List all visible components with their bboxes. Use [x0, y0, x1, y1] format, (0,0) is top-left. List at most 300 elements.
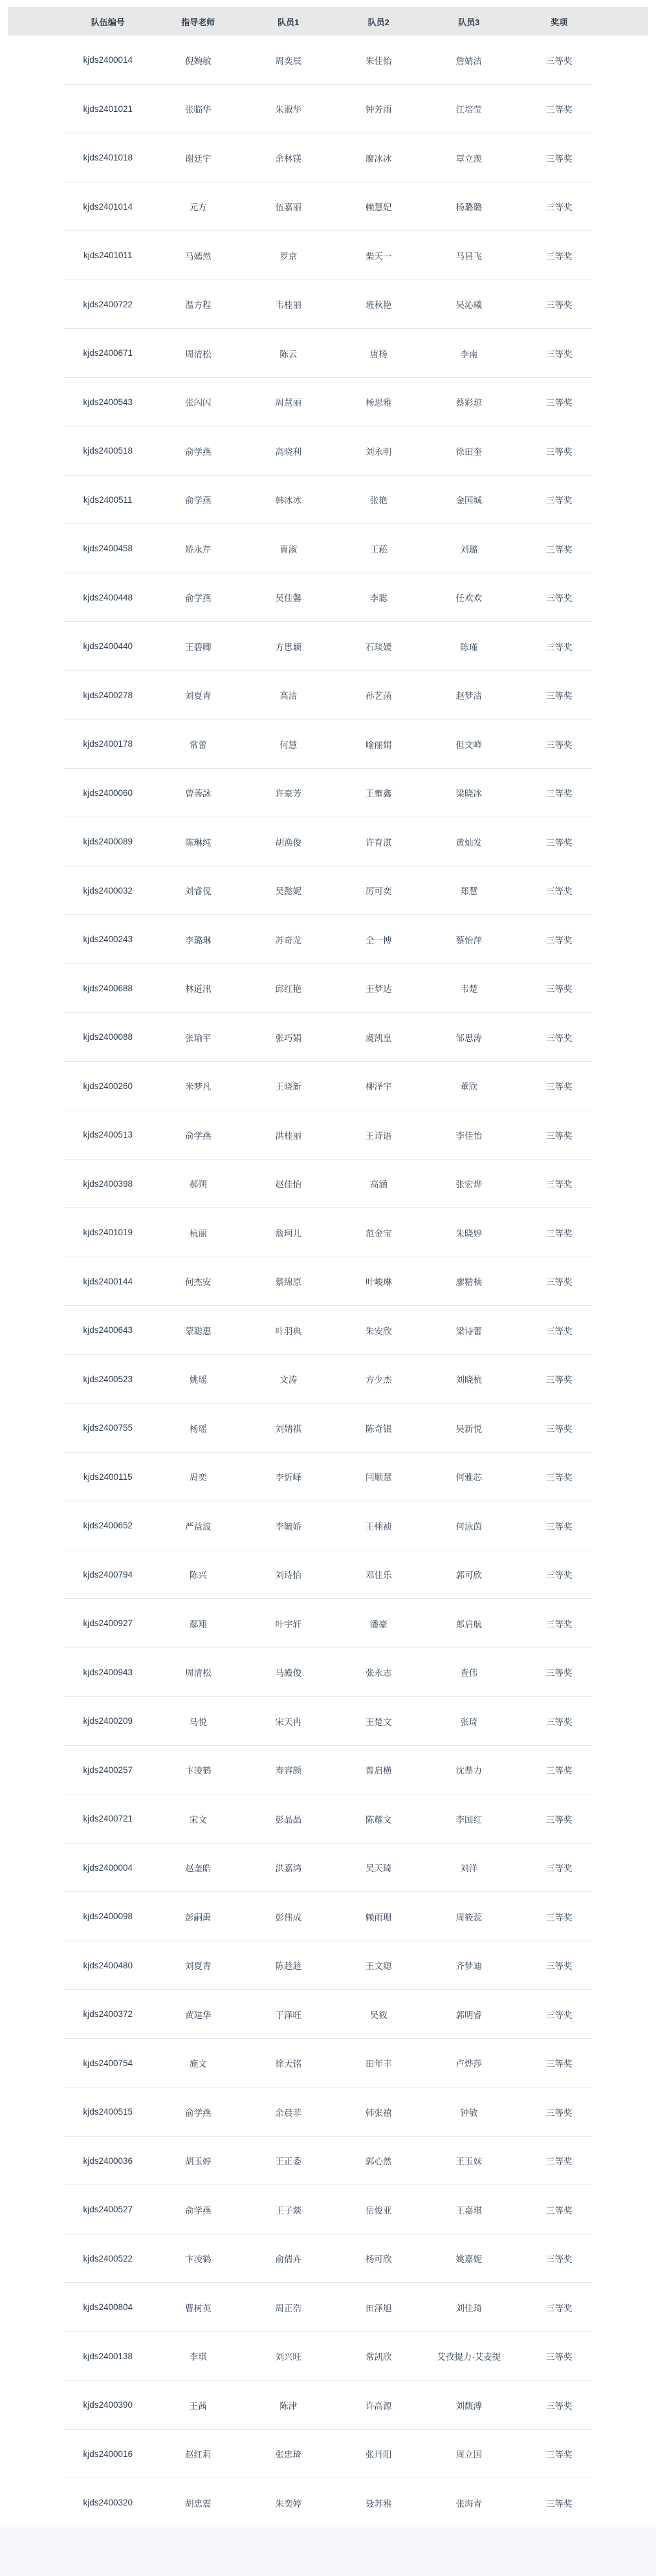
- team-id-cell: kjds2400004: [83, 1862, 133, 1873]
- teacher-cell: 姚瑶: [189, 1375, 207, 1385]
- team-id-cell: kjds2401018: [83, 153, 133, 163]
- member1-cell: 徐天铭: [275, 2059, 301, 2069]
- award-cell: 三等奖: [546, 2059, 573, 2069]
- teacher-cell: 张临华: [185, 105, 212, 115]
- team-id-cell: kjds2400440: [83, 641, 133, 652]
- teacher-cell: 俞学燕: [185, 593, 212, 604]
- team-id-cell: kjds2400372: [83, 2009, 133, 2020]
- member2-cell: 张艳: [369, 496, 388, 506]
- teacher-cell: 谢廷宇: [185, 153, 212, 164]
- table-row: [8, 1990, 648, 2039]
- member2-cell: 田年丰: [366, 2059, 392, 2069]
- award-cell: 三等奖: [546, 1228, 573, 1238]
- team-id-cell: kjds2400511: [83, 494, 133, 505]
- award-cell: 三等奖: [546, 349, 573, 359]
- teacher-cell: 俞学燕: [185, 1130, 212, 1141]
- member3-cell: 刘晓杭: [455, 1375, 482, 1385]
- member3-cell: 艾孜提力·艾麦提: [437, 2352, 501, 2362]
- member1-cell: 刘婧祺: [275, 1424, 301, 1434]
- member1-cell: 于泽旺: [275, 2010, 301, 2020]
- team-id-cell: kjds2400036: [83, 2155, 133, 2166]
- member1-cell: 叶羽典: [275, 1326, 301, 1336]
- member3-cell: 张宏烨: [455, 1180, 482, 1190]
- member2-cell: 班秋艳: [366, 300, 392, 311]
- member2-cell: 李聪: [369, 593, 388, 604]
- table-row: [8, 1453, 648, 1502]
- teacher-cell: 俞学燕: [185, 2108, 212, 2118]
- team-id-cell: kjds2400257: [83, 1765, 133, 1775]
- award-cell: 三等奖: [546, 544, 573, 555]
- member2-cell: 王菘: [369, 544, 388, 555]
- award-cell: 三等奖: [546, 642, 573, 652]
- table-row: [8, 1941, 648, 1990]
- member3-cell: 韦楚: [460, 984, 478, 995]
- award-cell: 三等奖: [546, 935, 573, 945]
- column-header-member1: 队员1: [278, 17, 300, 27]
- member2-cell: 孙艺菡: [366, 691, 392, 701]
- award-cell: 三等奖: [546, 2401, 573, 2411]
- award-cell: 三等奖: [546, 1033, 573, 1043]
- member3-cell: 周筱蕊: [455, 1912, 482, 1922]
- member2-cell: 吴筱: [369, 2010, 388, 2020]
- teacher-cell: 曹树英: [185, 2303, 212, 2313]
- team-id-cell: kjds2400016: [83, 2449, 133, 2459]
- member3-cell: 卢烨莎: [455, 2059, 482, 2069]
- table-row: [8, 1550, 648, 1600]
- awards-table: [8, 7, 648, 2527]
- member3-cell: 马昌飞: [455, 251, 482, 261]
- teacher-cell: 米梦凡: [185, 1082, 212, 1092]
- table-row: [8, 280, 648, 329]
- teacher-cell: 曾莠詠: [185, 789, 212, 799]
- team-id-cell: kjds2400804: [83, 2302, 133, 2313]
- teacher-cell: 张闪闪: [185, 398, 212, 408]
- member2-cell: 柴天一: [366, 251, 392, 261]
- member3-cell: 刘璐: [460, 544, 478, 555]
- member1-cell: 王晓新: [275, 1082, 301, 1092]
- teacher-cell: 刘夏青: [185, 1961, 212, 1972]
- member3-cell: 姚嘉妮: [455, 2254, 482, 2265]
- teacher-cell: 周清松: [185, 349, 212, 359]
- member3-cell: 郎启航: [455, 1619, 482, 1629]
- member1-cell: 刘兴旺: [275, 2352, 301, 2362]
- member3-cell: 张海青: [455, 2498, 482, 2509]
- member1-cell: 高洁: [279, 691, 298, 701]
- award-cell: 三等奖: [546, 446, 573, 457]
- member3-cell: 齐梦迪: [455, 1961, 482, 1972]
- award-cell: 三等奖: [546, 300, 573, 311]
- member3-cell: 王嘉琪: [455, 2205, 482, 2216]
- member3-cell: 江培莹: [455, 105, 482, 115]
- team-id-cell: kjds2400943: [83, 1667, 133, 1677]
- teacher-cell: 杨瑶: [189, 1424, 207, 1434]
- member1-cell: 陈云: [279, 349, 298, 359]
- team-id-cell: kjds2400523: [83, 1374, 133, 1384]
- award-cell: 三等奖: [546, 1570, 573, 1581]
- team-id-cell: kjds2400927: [83, 1618, 133, 1629]
- member2-cell: 陈奇银: [366, 1424, 392, 1434]
- table-row: [8, 2234, 648, 2284]
- member2-cell: 廖冰冰: [366, 153, 392, 164]
- award-cell: 三等奖: [546, 593, 573, 604]
- teacher-cell: 施文: [189, 2059, 207, 2069]
- teacher-cell: 俞学燕: [185, 2205, 212, 2216]
- member2-cell: 郭心然: [366, 2157, 392, 2167]
- teacher-cell: 胡忠震: [185, 2498, 212, 2509]
- table-row: [8, 1208, 648, 1257]
- column-header-member3: 队员3: [458, 17, 480, 27]
- team-id-cell: kjds2400178: [83, 739, 133, 749]
- member1-cell: 曹淑: [279, 544, 298, 555]
- table-row: [8, 2283, 648, 2332]
- table-row: [8, 2332, 648, 2381]
- team-id-cell: kjds2401014: [83, 201, 133, 212]
- member1-cell: 周慧丽: [275, 398, 301, 408]
- table-row: [8, 2381, 648, 2430]
- teacher-cell: 彭嗣禹: [185, 1912, 212, 1922]
- team-id-cell: kjds2400014: [83, 55, 133, 65]
- award-cell: 三等奖: [546, 1082, 573, 1092]
- teacher-cell: 王茜: [189, 2401, 207, 2411]
- team-id-cell: kjds2400089: [83, 837, 133, 847]
- table-row: [8, 182, 648, 232]
- member2-cell: 方少杰: [366, 1375, 392, 1385]
- table-row: [8, 1257, 648, 1306]
- team-id-cell: kjds2400754: [83, 2058, 133, 2068]
- teacher-cell: 黄建华: [185, 2010, 212, 2020]
- award-cell: 三等奖: [546, 740, 573, 750]
- member3-cell: 邹思涛: [455, 1033, 482, 1043]
- member1-cell: 王正委: [275, 2157, 301, 2167]
- team-id-cell: kjds2400278: [83, 690, 133, 700]
- team-id-cell: kjds2400518: [83, 446, 133, 456]
- member2-cell: 高涵: [369, 1180, 388, 1190]
- member1-cell: 罗京: [279, 251, 298, 261]
- table-row: [8, 1648, 648, 1697]
- member3-cell: 朱晓婷: [455, 1228, 482, 1238]
- team-id-cell: kjds2400060: [83, 787, 133, 798]
- member1-cell: 方思颖: [275, 642, 301, 652]
- member3-cell: 陈瑾: [460, 642, 478, 652]
- award-cell: 三等奖: [546, 2108, 573, 2118]
- member2-cell: 虞凯皇: [366, 1033, 392, 1043]
- member1-cell: 李忻峄: [275, 1473, 301, 1483]
- member3-cell: 任欢欢: [455, 593, 482, 604]
- table-row: [8, 133, 648, 182]
- award-cell: 三等奖: [546, 1130, 573, 1141]
- teacher-cell: 严益波: [185, 1521, 212, 1532]
- member3-cell: 刘佳琦: [455, 2303, 482, 2313]
- member1-cell: 詹珂儿: [275, 1228, 301, 1238]
- team-id-cell: kjds2401019: [83, 1227, 133, 1238]
- member1-cell: 蔡绵原: [275, 1277, 301, 1288]
- teacher-cell: 陈琳纯: [185, 837, 212, 848]
- team-id-cell: kjds2400320: [83, 2498, 133, 2508]
- teacher-cell: 蒙聪惠: [185, 1326, 212, 1336]
- member3-cell: 刘馥溥: [455, 2401, 482, 2411]
- table-row: [8, 866, 648, 916]
- table-row: [8, 36, 648, 85]
- member3-cell: 吴沁曦: [455, 300, 482, 311]
- member1-cell: 洪嘉鸿: [275, 1864, 301, 1874]
- award-cell: 三等奖: [546, 1277, 573, 1288]
- member2-cell: 王文聪: [366, 1961, 392, 1972]
- award-cell: 三等奖: [546, 886, 573, 897]
- team-id-cell: kjds2400209: [83, 1716, 133, 1726]
- teacher-cell: 卞凌鹤: [185, 2254, 212, 2265]
- member3-cell: 廖精楠: [455, 1277, 482, 1288]
- member2-cell: 朱佳怡: [366, 56, 392, 66]
- team-id-cell: kjds2400671: [83, 348, 133, 358]
- teacher-cell: 马嫣然: [185, 251, 212, 261]
- award-cell: 三等奖: [546, 1668, 573, 1679]
- teacher-cell: 宋文: [189, 1814, 207, 1825]
- member1-cell: 吴懿妮: [275, 886, 301, 897]
- teacher-cell: 矫永芹: [185, 544, 212, 555]
- member2-cell: 钟芳雨: [366, 105, 392, 115]
- member3-cell: 刘洋: [460, 1864, 478, 1874]
- member1-cell: 洪桂丽: [275, 1130, 301, 1141]
- award-cell: 三等奖: [546, 2010, 573, 2020]
- table-row: [8, 1794, 648, 1844]
- member2-cell: 唐杨: [369, 349, 388, 359]
- award-cell: 三等奖: [546, 1864, 573, 1874]
- member1-cell: 马殿俊: [275, 1668, 301, 1679]
- team-id-cell: kjds2400652: [83, 1521, 133, 1531]
- teacher-cell: 胡玉婷: [185, 2157, 212, 2167]
- member2-cell: 许高源: [366, 2401, 392, 2411]
- award-cell: 三等奖: [546, 984, 573, 995]
- teacher-cell: 周奕: [189, 1473, 207, 1483]
- team-id-cell: kjds2400138: [83, 2351, 133, 2361]
- member1-cell: 韩冰冰: [275, 496, 301, 506]
- table-row: [8, 1501, 648, 1550]
- member1-cell: 伍嘉丽: [275, 203, 301, 213]
- team-id-cell: kjds2400115: [83, 1471, 133, 1482]
- member3-cell: 何泳茵: [455, 1521, 482, 1532]
- member1-cell: 胡涣俊: [275, 837, 301, 848]
- teacher-cell: 赵奎皓: [185, 1864, 212, 1874]
- team-id-cell: kjds2400721: [83, 1814, 133, 1824]
- team-id-cell: kjds2400098: [83, 1911, 133, 1922]
- table-row: [8, 1355, 648, 1404]
- table-row: [8, 2478, 648, 2527]
- award-cell: 三等奖: [546, 2254, 573, 2265]
- teacher-cell: 元方: [189, 203, 207, 213]
- table-row: [8, 2137, 648, 2186]
- award-cell: 三等奖: [546, 496, 573, 506]
- member3-cell: 金国城: [455, 496, 482, 506]
- member1-cell: 王子燚: [275, 2205, 301, 2216]
- member1-cell: 彭伟成: [275, 1912, 301, 1922]
- member2-cell: 常凯欣: [366, 2352, 392, 2362]
- table-row: [8, 622, 648, 671]
- member1-cell: 寿容颜: [275, 1766, 301, 1776]
- member3-cell: 徐田奎: [455, 446, 482, 457]
- member2-cell: 石琰媛: [366, 642, 392, 652]
- award-cell: 三等奖: [546, 398, 573, 408]
- member3-cell: 蔡怡萍: [455, 935, 482, 945]
- member2-cell: 王梦达: [366, 984, 392, 995]
- member3-cell: 郭明睿: [455, 2010, 482, 2020]
- team-id-cell: kjds2400513: [83, 1130, 133, 1140]
- award-cell: 三等奖: [546, 1619, 573, 1629]
- member3-cell: 杨璐璐: [455, 203, 482, 213]
- award-cell: 三等奖: [546, 153, 573, 164]
- team-id-cell: kjds2400243: [83, 934, 133, 945]
- member1-cell: 李毓娇: [275, 1521, 301, 1532]
- teacher-cell: 何杰安: [185, 1277, 212, 1288]
- member2-cell: 聂苏雅: [366, 2498, 392, 2509]
- award-cell: 三等奖: [546, 1180, 573, 1190]
- award-cell: 三等奖: [546, 691, 573, 701]
- table-row: [8, 1306, 648, 1355]
- member2-cell: 许育淇: [366, 837, 392, 848]
- member2-cell: 吴天琦: [366, 1864, 392, 1874]
- award-cell: 三等奖: [546, 2205, 573, 2216]
- teacher-cell: 鄢翔: [189, 1619, 207, 1629]
- award-cell: 三等奖: [546, 56, 573, 66]
- table-row: [8, 1844, 648, 1893]
- member3-cell: 董欣: [460, 1082, 478, 1092]
- award-cell: 三等奖: [546, 1424, 573, 1434]
- award-cell: 三等奖: [546, 203, 573, 213]
- teacher-cell: 李琪: [189, 2352, 207, 2362]
- award-cell: 三等奖: [546, 2303, 573, 2313]
- table-row: [8, 231, 648, 280]
- member1-cell: 朱淑华: [275, 105, 301, 115]
- teacher-cell: 倪婉敏: [185, 56, 212, 66]
- table-row: [8, 426, 648, 476]
- table-row: [8, 2430, 648, 2479]
- member2-cell: 潘豪: [369, 1619, 388, 1629]
- member2-cell: 杨可欣: [366, 2254, 392, 2265]
- member3-cell: 李国红: [455, 1814, 482, 1825]
- teacher-cell: 赵红莉: [185, 2450, 212, 2460]
- table-row: [8, 1013, 648, 1062]
- member2-cell: 韩张禧: [366, 2108, 392, 2118]
- member3-cell: 何雅芯: [455, 1473, 482, 1483]
- award-cell: 三等奖: [546, 1717, 573, 1727]
- teacher-cell: 俞学燕: [185, 446, 212, 457]
- award-cell: 三等奖: [546, 2450, 573, 2460]
- award-cell: 三等奖: [546, 1961, 573, 1972]
- member3-cell: 蔡彩琼: [455, 398, 482, 408]
- member2-cell: 赖雨珊: [366, 1912, 392, 1922]
- member3-cell: 张琦: [460, 1717, 478, 1727]
- teacher-cell: 陈兴: [189, 1570, 207, 1581]
- member1-cell: 苏奇龙: [275, 935, 301, 945]
- member1-cell: 彭晶晶: [275, 1814, 301, 1825]
- award-cell: 三等奖: [546, 105, 573, 115]
- table-row: [8, 2185, 648, 2234]
- member3-cell: 赵梦洁: [455, 691, 482, 701]
- member2-cell: 王诗语: [366, 1130, 392, 1141]
- award-cell: 三等奖: [546, 2352, 573, 2362]
- team-id-cell: kjds2400755: [83, 1423, 133, 1433]
- column-header-team-id: 队伍编号: [91, 17, 125, 27]
- award-cell: 三等奖: [546, 1814, 573, 1825]
- table-row: [8, 329, 648, 378]
- team-id-cell: kjds2400522: [83, 2253, 133, 2263]
- team-id-cell: kjds2400448: [83, 592, 133, 602]
- team-id-cell: kjds2400515: [83, 2107, 133, 2117]
- column-header-member2: 队员2: [367, 17, 389, 27]
- team-id-cell: kjds2400527: [83, 2205, 133, 2215]
- member1-cell: 文涛: [279, 1375, 298, 1385]
- table-row: [8, 1697, 648, 1746]
- member3-cell: 覃立羡: [455, 153, 482, 164]
- team-id-cell: kjds2400688: [83, 983, 133, 993]
- member2-cell: 张永志: [366, 1668, 392, 1679]
- table-row: [8, 378, 648, 427]
- member2-cell: 朱安欣: [366, 1326, 392, 1336]
- member2-cell: 邓佳乐: [366, 1570, 392, 1581]
- member2-cell: 王楚文: [366, 1717, 392, 1727]
- member2-cell: 张丹阳: [366, 2450, 392, 2460]
- member3-cell: 梁诗蕾: [455, 1326, 482, 1336]
- member3-cell: 但文峰: [455, 740, 482, 750]
- member1-cell: 俞倩卉: [275, 2254, 301, 2265]
- table-row: [8, 1110, 648, 1160]
- teacher-cell: 刘睿伣: [185, 886, 212, 897]
- member2-cell: 厉可奕: [366, 886, 392, 897]
- member1-cell: 张巧娟: [275, 1033, 301, 1043]
- team-id-cell: kjds2400643: [83, 1325, 133, 1336]
- table-row: [8, 1160, 648, 1209]
- member1-cell: 陈津: [279, 2401, 298, 2411]
- table-body: [8, 36, 648, 2527]
- member2-cell: 柳泽宇: [366, 1082, 392, 1092]
- member1-cell: 吴佳馨: [275, 593, 301, 604]
- member3-cell: 李佳怡: [455, 1130, 482, 1141]
- team-id-cell: kjds2400398: [83, 1178, 133, 1189]
- team-id-cell: kjds2400722: [83, 299, 133, 309]
- table-row: [8, 1062, 648, 1111]
- teacher-cell: 温方程: [185, 300, 212, 311]
- table-row: [8, 671, 648, 720]
- member1-cell: 朱奕婷: [275, 2498, 301, 2509]
- member3-cell: 查伟: [460, 1668, 478, 1679]
- member1-cell: 张忠琦: [275, 2450, 301, 2460]
- teacher-cell: 郝朔: [189, 1180, 207, 1190]
- table-row: [8, 817, 648, 866]
- table-row: [8, 720, 648, 769]
- member3-cell: 黄灿发: [455, 837, 482, 848]
- member1-cell: 许豪芳: [275, 789, 301, 799]
- column-header-teacher: 指导老师: [181, 17, 215, 27]
- column-header-award: 奖项: [551, 17, 568, 27]
- teacher-cell: 王碧卿: [185, 642, 212, 652]
- member2-cell: 曾启横: [366, 1766, 392, 1776]
- team-id-cell: kjds2401011: [83, 250, 133, 261]
- member2-cell: 闫顺慧: [366, 1473, 392, 1483]
- member2-cell: 叶峻琳: [366, 1277, 392, 1288]
- teacher-cell: 常蕾: [189, 740, 207, 750]
- award-cell: 三等奖: [546, 1375, 573, 1385]
- teacher-cell: 刘夏青: [185, 691, 212, 701]
- member2-cell: 王壅鑫: [366, 789, 392, 799]
- member1-cell: 余林镁: [275, 153, 301, 164]
- member1-cell: 叶宇轩: [275, 1619, 301, 1629]
- teacher-cell: 卞凌鹤: [185, 1766, 212, 1776]
- award-cell: 三等奖: [546, 837, 573, 848]
- member1-cell: 高晓利: [275, 446, 301, 457]
- team-id-cell: kjds2400480: [83, 1960, 133, 1970]
- member2-cell: 岳俊亚: [366, 2205, 392, 2216]
- member3-cell: 郭可欣: [455, 1570, 482, 1581]
- member3-cell: 周立国: [455, 2450, 482, 2460]
